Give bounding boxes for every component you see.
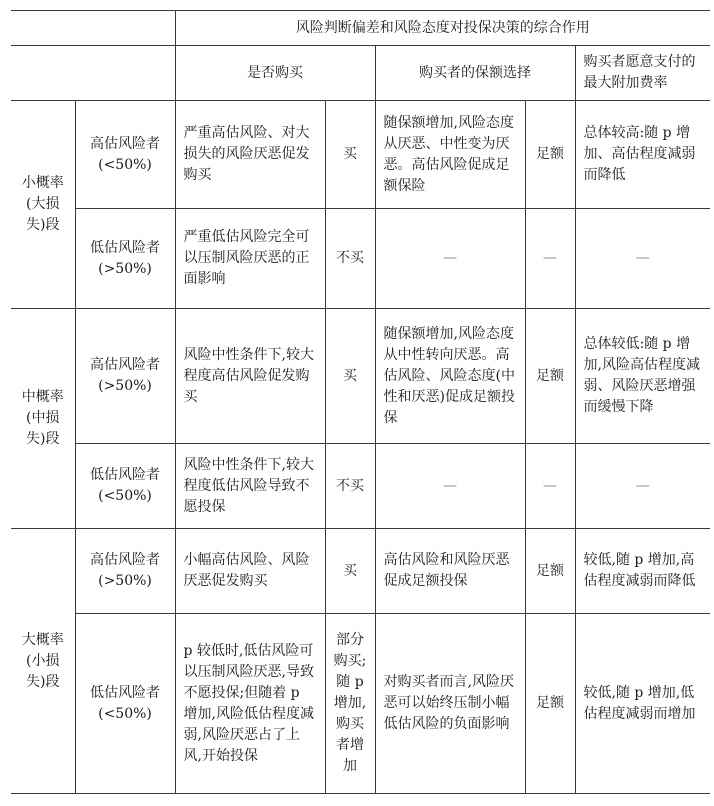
decision-table [11,10,710,794]
coverage-choice: — [525,444,575,529]
coverage-desc: 随保额增加,风险态度从厌恶、中性变为厌恶。高估风险促成足额保险 [375,101,525,209]
risk-type: 低估风险者(<50%) [75,614,175,794]
segment-label: 大概率(小损失)段 [11,529,75,794]
risk-type: 高估风险者(<50%) [75,101,175,209]
coverage-choice: — [525,209,575,309]
coverage-desc: 对购买者而言,风险厌恶可以始终压制小幅低估风险的负面影响 [375,614,525,794]
premium-desc: — [575,209,710,309]
coverage-choice: 足额 [525,529,575,614]
premium-desc: 较低,随 p 增加,低估程度减弱而增加 [575,614,710,794]
coverage-desc: 随保额增加,风险态度从中性转向厌恶。高估风险、风险态度(中性和厌恶)促成足额投保 [375,309,525,444]
premium-desc: 总体较高:随 p 增加、高估程度减弱而降低 [575,101,710,209]
buy-reason: 小幅高估风险、风险厌恶促发购买 [175,529,325,614]
buy-decision: 买 [325,309,375,444]
risk-type: 高估风险者(>50%) [75,309,175,444]
premium-desc: 较低,随 p 增加,高估程度减弱而降低 [575,529,710,614]
buy-decision: 部分购买;随 p 增加,购买者增加 [325,614,375,794]
buy-reason: 风险中性条件下,较大程度低估风险导致不愿投保 [175,444,325,529]
buy-decision: 不买 [325,444,375,529]
segment-label: 小概率(大损失)段 [11,101,75,309]
buy-reason: 风险中性条件下,较大程度高估风险促发购买 [175,309,325,444]
coverage-desc: 高估风险和风险厌恶促成足额投保 [375,529,525,614]
table-title: 风险判断偏差和风险态度对投保决策的综合作用 [175,11,710,46]
header-blank [11,46,175,101]
buy-decision: 买 [325,529,375,614]
coverage-desc: — [375,444,525,529]
coverage-choice: 足额 [525,614,575,794]
segment-label: 中概率(中损失)段 [11,309,75,529]
risk-type: 低估风险者(<50%) [75,444,175,529]
buy-reason: 严重高估风险、对大损失的风险厌恶促发购买 [175,101,325,209]
header-premium: 购买者愿意支付的最大附加费率 [575,46,710,101]
buy-reason: 严重低估风险完全可以压制风险厌恶的正面影响 [175,209,325,309]
buy-decision: 买 [325,101,375,209]
coverage-choice: 足额 [525,101,575,209]
header-coverage: 购买者的保额选择 [375,46,575,101]
premium-desc: 总体较低:随 p 增加,风险高估程度减弱、风险厌恶增强而缓慢下降 [575,309,710,444]
risk-type: 低估风险者(>50%) [75,209,175,309]
corner-cell [11,11,175,46]
header-buy: 是否购买 [175,46,375,101]
buy-decision: 不买 [325,209,375,309]
risk-type: 高估风险者(>50%) [75,529,175,614]
premium-desc: — [575,444,710,529]
buy-reason: p 较低时,低估风险可以压制风险厌恶,导致不愿投保;但随着 p 增加,风险低估程度减弱,风险厌恶占了上风,开始投保 [175,614,325,794]
coverage-choice: 足额 [525,309,575,444]
coverage-desc: — [375,209,525,309]
